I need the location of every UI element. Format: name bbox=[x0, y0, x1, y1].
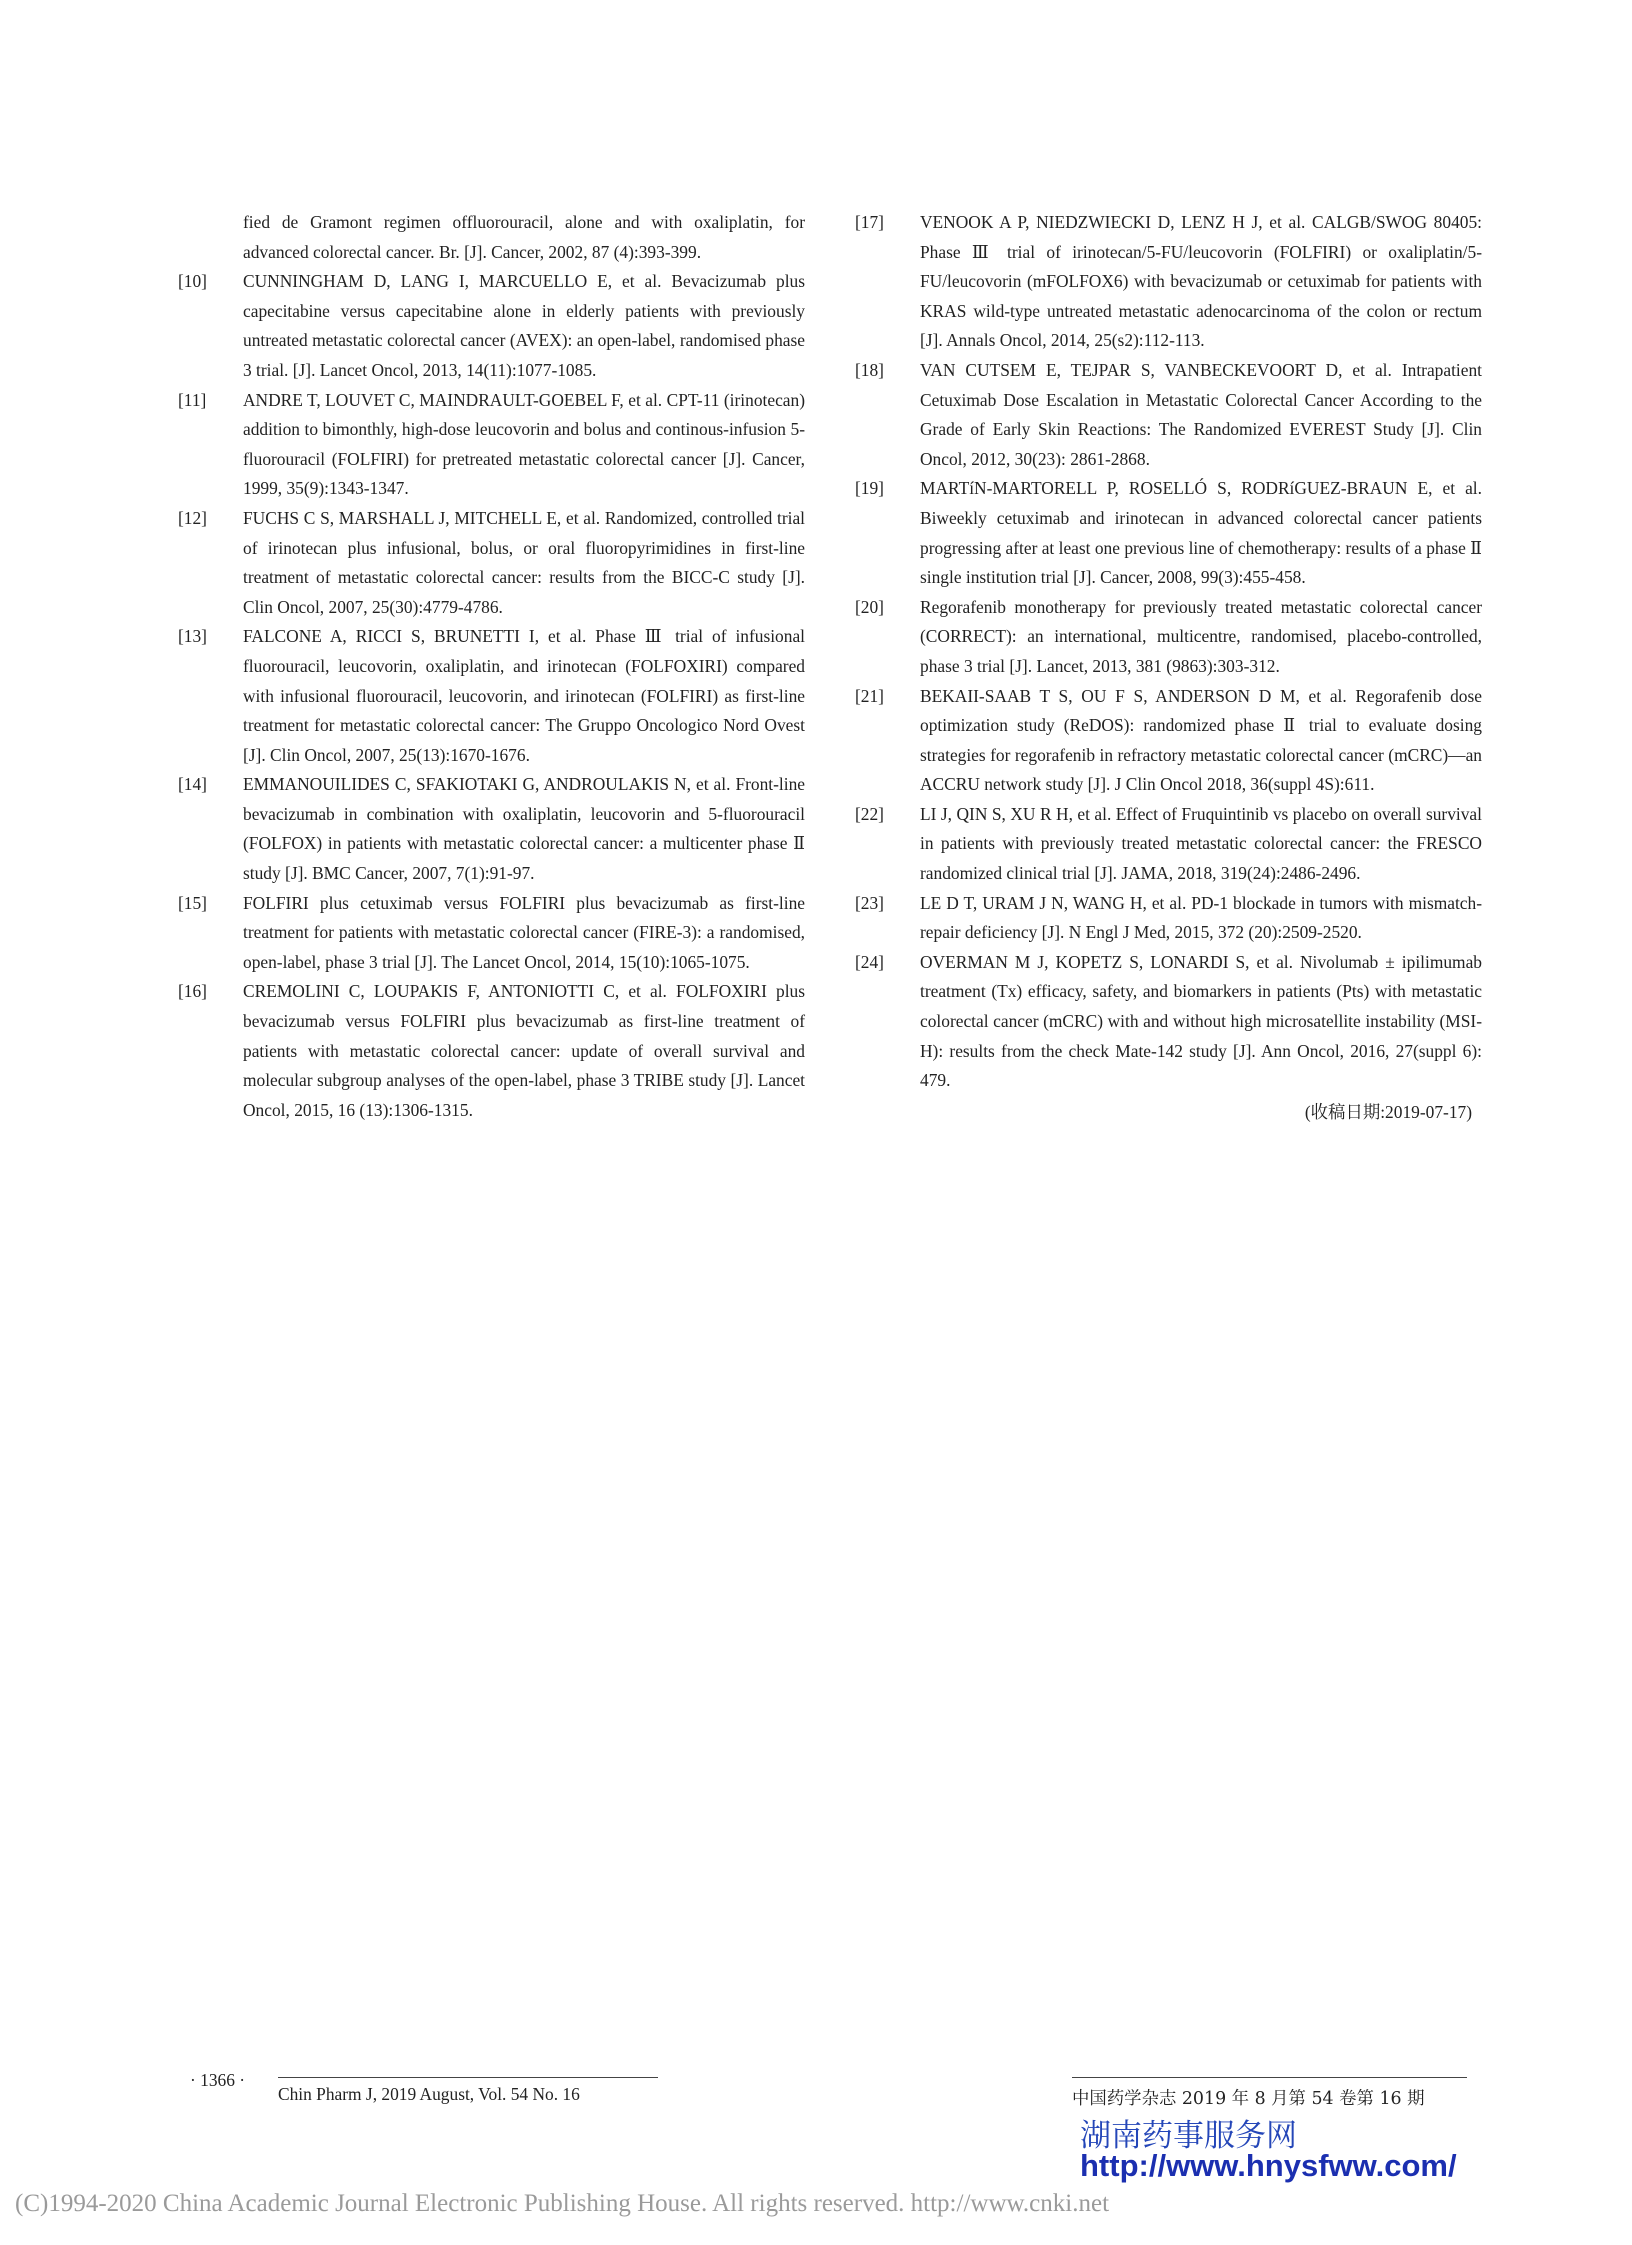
reference-entry bbox=[855, 948, 1482, 1096]
reference-text: BEKAII-SAAB T S, OU F S, ANDERSON D M, et al. Regorafenib dose optimization study (ReDOS): randomized phase Ⅱ trial to evaluate dosing strategies for regorafenib in refractory metastatic colorectal cancer (mCRC)—an ACCRU network study [J]. J Clin Oncol 2018, 36(suppl 4S):611. bbox=[920, 685, 1482, 795]
reference-number: [20] bbox=[855, 596, 884, 617]
reference-entry bbox=[855, 593, 1482, 682]
reference-entry bbox=[855, 800, 1482, 889]
page-number: · 1366 · bbox=[190, 2070, 246, 2090]
reference-number: [14] bbox=[178, 774, 207, 795]
references-left-column bbox=[178, 208, 805, 1125]
reference-number: [23] bbox=[855, 892, 884, 913]
journal-citation-en: Chin Pharm J, 2019 August, Vol. 54 No. 16 bbox=[278, 2084, 580, 2104]
reference-text: fied de Gramont regimen offluorouracil, alone and with oxaliplatin, for advanced colorectal cancer. Br. [J]. Cancer, 2002, 87 (4):393-399. bbox=[243, 212, 805, 262]
reference-number: [21] bbox=[855, 685, 884, 706]
reference-text: ANDRE T, LOUVET C, MAINDRAULT-GOEBEL F, et al. CPT-11 (irinotecan) addition to bimonthly, high-dose leucovorin and bolus and continous-infusion 5-fluorouracil (FOLFIRI) for pretreated metastatic colorectal cancer [J]. Cancer, 1999, 35(9):1343-1347. bbox=[243, 389, 805, 499]
reference-text: LI J, QIN S, XU R H, et al. Effect of Fruquintinib vs placebo on overall survival in patients with previously treated metastatic colorectal cancer: the FRESCO randomized clinical trial [J]. JAMA, 2018, 319(24):2486-2496. bbox=[920, 803, 1482, 884]
reference-text: EMMANOUILIDES C, SFAKIOTAKI G, ANDROULAKIS N, et al. Front-line bevacizumab in combination with oxaliplatin, leucovorin and 5-fluorouracil (FOLFOX) in patients with metastatic colorectal cancer: a multicenter phase Ⅱ study [J]. BMC Cancer, 2007, 7(1):91-97. bbox=[243, 774, 805, 884]
received-date: (收稿日期:2019-07-17) bbox=[1304, 1101, 1472, 1122]
reference-entry bbox=[178, 622, 805, 770]
reference-entry bbox=[855, 889, 1482, 948]
references-right-column bbox=[855, 208, 1482, 1127]
reference-entry bbox=[855, 356, 1482, 474]
reference-text: FALCONE A, RICCI S, BRUNETTI I, et al. Phase Ⅲ trial of infusional fluorouracil, leucovorin, oxaliplatin, and irinotecan (FOLFOXIRI) compared with infusional fluorouracil, leucovorin, and irinotecan (FOLFIRI) as first-line treatment for metastatic colorectal cancer: The Gruppo Oncologico Nord Ovest [J]. Clin Oncol, 2007, 25(13):1670-1676. bbox=[243, 626, 805, 765]
reference-entry bbox=[178, 208, 805, 267]
reference-entry bbox=[178, 770, 805, 888]
reference-entry bbox=[855, 208, 1482, 356]
reference-entry bbox=[855, 474, 1482, 592]
reference-entry bbox=[178, 267, 805, 385]
reference-number: [10] bbox=[178, 271, 207, 292]
reference-number: [13] bbox=[178, 626, 207, 647]
reference-text: Regorafenib monotherapy for previously treated metastatic colorectal cancer (CORRECT): an international, multicentre, randomised, placebo-controlled, phase 3 trial [J]. Lancet, 2013, 381 (9863):303-312. bbox=[920, 596, 1482, 676]
reference-text: CUNNINGHAM D, LANG I, MARCUELLO E, et al. Bevacizumab plus capecitabine versus capecitabine alone in elderly patients with previously untreated metastatic colorectal cancer (AVEX): an open-label, randomised phase 3 trial. [J]. Lancet Oncol, 2013, 14(11):1077-1085. bbox=[243, 271, 805, 380]
footer-rule bbox=[1072, 2077, 1467, 2078]
reference-number: [16] bbox=[178, 981, 207, 1002]
reference-number: [22] bbox=[855, 803, 884, 824]
reference-text: FOLFIRI plus cetuximab versus FOLFIRI plus bevacizumab as first-line treatment for patients with metastatic colorectal cancer (FIRE-3): a randomised, open-label, phase 3 trial [J]. The Lancet Oncol, 2014, 15(10):1065-1075. bbox=[243, 892, 805, 972]
reference-number: [15] bbox=[178, 892, 207, 913]
watermark-url[interactable]: http://www.hnysfww.com/ bbox=[1080, 2148, 1457, 2183]
reference-entry bbox=[178, 889, 805, 978]
reference-entry bbox=[178, 977, 805, 1125]
reference-text: VAN CUTSEM E, TEJPAR S, VANBECKEVOORT D, et al. Intrapatient Cetuximab Dose Escalation in Metastatic Colorectal Cancer According to the Grade of Early Skin Reactions: The Randomized EVEREST Study [J]. Clin Oncol, 2012, 30(23): 2861-2868. bbox=[920, 359, 1482, 469]
reference-entry bbox=[178, 386, 805, 504]
footer-rule bbox=[278, 2077, 658, 2078]
reference-number: [19] bbox=[855, 478, 884, 499]
reference-text: CREMOLINI C, LOUPAKIS F, ANTONIOTTI C, et al. FOLFOXIRI plus bevacizumab versus FOLFIRI plus bevacizumab as first-line treatment of patients with metastatic colorectal cancer: update of overall survival and molecular subgroup analyses of the open-label, phase 3 TRIBE study [J]. Lancet Oncol, 2015, 16 (13):1306-1315. bbox=[243, 981, 805, 1120]
reference-text: VENOOK A P, NIEDZWIECKI D, LENZ H J, et al. CALGB/SWOG 80405: Phase Ⅲ trial of irinotecan/5-FU/leucovorin (FOLFIRI) or oxaliplatin/5-FU/leucovorin (mFOLFOX6) with bevacizumab or cetuximab for patients with KRAS wild-type untreated metastatic adenocarcinoma of the colon or rectum [J]. Annals Oncol, 2014, 25(s2):112-113. bbox=[920, 212, 1482, 351]
reference-number: [11] bbox=[178, 389, 207, 410]
reference-entry bbox=[855, 682, 1482, 800]
reference-number: [17] bbox=[855, 212, 884, 232]
watermark-site-name: 湖南药事服务网 bbox=[1080, 2118, 1297, 2154]
journal-citation-zh: 中国药学杂志 2019 年 8 月第 54 卷第 16 期 bbox=[1072, 2089, 1425, 2109]
reference-text: MARTíN-MARTORELL P, ROSELLÓ S, RODRíGUEZ-BRAUN E, et al. Biweekly cetuximab and irinotecan in advanced colorectal cancer patients progressing after at least one previous line of chemotherapy: results of a phase Ⅱ single institution trial [J]. Cancer, 2008, 99(3):455-458. bbox=[920, 478, 1482, 588]
reference-text: LE D T, URAM J N, WANG H, et al. PD-1 blockade in tumors with mismatch-repair deficiency [J]. N Engl J Med, 2015, 372 (20):2509-2520. bbox=[920, 892, 1482, 943]
reference-entry bbox=[178, 504, 805, 622]
copyright-notice: (C)1994-2020 China Academic Journal Electronic Publishing House. All rights reserved. http://www.cnki.net bbox=[15, 2190, 1110, 2217]
reference-text: FUCHS C S, MARSHALL J, MITCHELL E, et al. Randomized, controlled trial of irinotecan plus infusional, bolus, or oral fluoropyrimidines in first-line treatment of metastatic colorectal cancer: results from the BICC-C study [J]. Clin Oncol, 2007, 25(30):4779-4786. bbox=[243, 507, 805, 617]
reference-text: OVERMAN M J, KOPETZ S, LONARDI S, et al. Nivolumab ± ipilimumab treatment (Tx) efficacy, safety, and biomarkers in patients (Pts) with metastatic colorectal cancer (mCRC) with and without high microsatellite instability (MSI-H): results from the check Mate-142 study [J]. Ann Oncol, 2016, 27(suppl 6): 479. bbox=[920, 951, 1482, 1091]
reference-number: [12] bbox=[178, 507, 207, 528]
reference-number: [24] bbox=[855, 951, 884, 972]
reference-number: [18] bbox=[855, 359, 884, 380]
